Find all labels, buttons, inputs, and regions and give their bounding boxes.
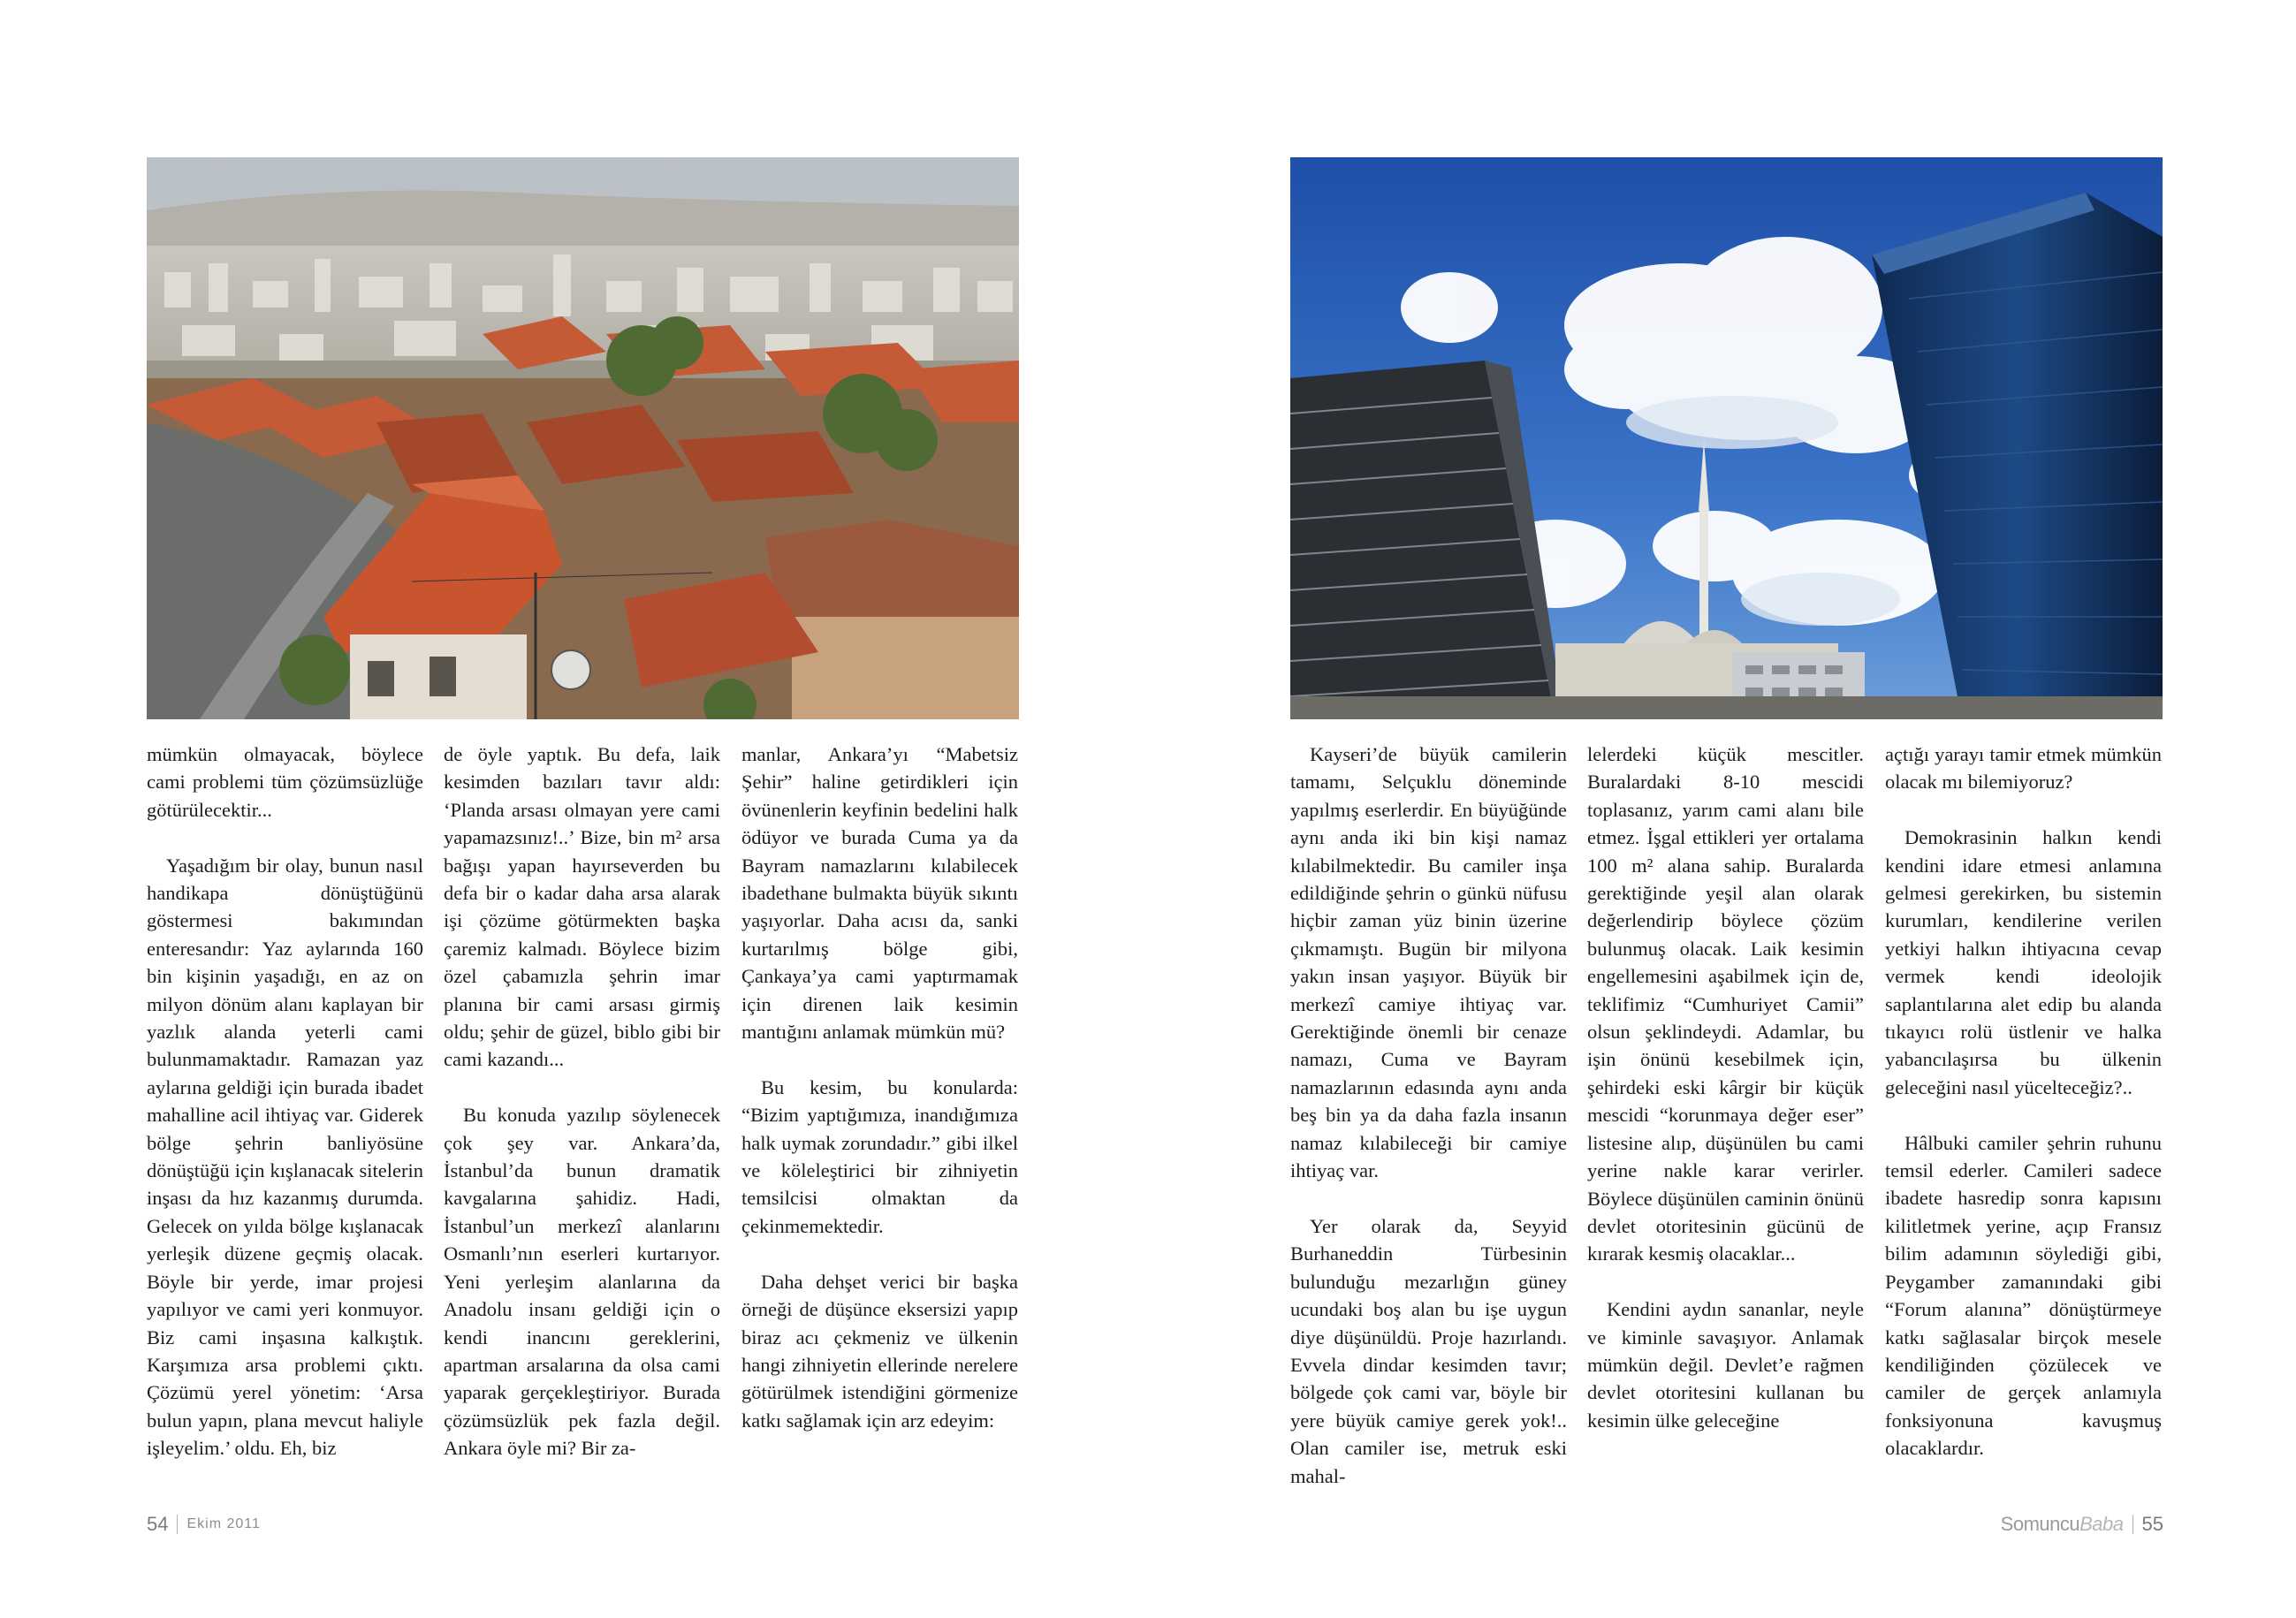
right-column-1 <box>1290 741 1567 1490</box>
skyscrapers-and-mosque-photo <box>1290 157 2163 719</box>
left-column-3 <box>741 741 1018 1434</box>
page-footer-right <box>2001 1513 2163 1536</box>
logo-part-2: Baba <box>2079 1513 2124 1535</box>
page-number: 55 <box>2141 1513 2163 1535</box>
left-column-1 <box>147 741 423 1462</box>
paragraph: lelerdeki küçük mescitler. Buralardaki 8-10 mescidi toplasanız, yarım cami alanı bile etmez. İşgal ettikleri yer ortalama 100 m² alana sahip. Buralarda gerektiğinde yeşil alan olarak değerlendirip böylece çözüm bulunmuş olacak. Laik kesimin engellemesini aşabilmek için de, teklifimiz “Cumhuriyet Camii” olsun şeklindeydi. Adamlar, bu işin önünü kesebilmek için, şehirdeki eski kârgir bir küçük mescidi “korunmaya değer eser” listesine alıp, düşünülen bu cami yerine nakle karar verirler. Böylece düşünülen caminin önünü devlet otoritesinin gücünü de kırarak kesmiş olacaklar... <box>1587 743 1864 1265</box>
paragraph: Daha dehşet verici bir başka örneği de düşünce eksersizi yapıp biraz acı çekmeniz ve ülkenin hangi zihniyetin ellerinde nerelere götürülmek istendiğini görmenize katkı sağlamak için arz edeyim: <box>741 1270 1018 1432</box>
footer-divider <box>177 1515 178 1534</box>
page-footer-left <box>147 1513 261 1536</box>
paragraph: Bu konuda yazılıp söylenecek çok şey var. Ankara’da, İstanbul’da bunun dramatik kavgalarına şahidiz. Hadi, İstanbul’un merkezî alanlarını Osmanlı’nın eserleri kurtarıyor. Yeni yerleşim alanlarına da Anadolu insanı geldiği için o kendi inancını gereklerini, apartman arsalarına da olsa cami yaparak gerçekleştiriyor. Burada çözümsüzlük pek fazla değil. Ankara öyle mi? Bir za- <box>444 1104 720 1460</box>
paragraph: Hâlbuki camiler şehrin ruhunu temsil ederler. Camileri sadece ibadete hasredip sonra kapısını kilitletmek yerine, açıp Fransız bilim adamının söylediği gibi, Peygamber zamanındaki gibi “Forum alanına” dönüştürmeye katkı sağlasalar birçok mesele kendiliğinden çözülecek ve camiler de gerçek anlamıyla fonksiyonuna kavuşmuş olacaklardır. <box>1885 1131 2162 1460</box>
paragraph: manlar, Ankara’yı “Mabetsiz Şehir” haline getirdikleri için övünenlerin keyfinin bedelini halk ödüyor ve burada Cuma ya da Bayram namazlarını kılabilecek ibadethane bulmakta büyük sıkıntı yaşıyorlar. Daha acısı da, sanki kurtarılmış bölge gibi, Çankaya’ya cami yaptırmamak için direnen laik kesimin mantığını anlamak mümkün mü? <box>741 743 1018 1044</box>
ankara-photo-illustration <box>147 157 1019 719</box>
paragraph: Yer olarak da, Seyyid Burhaneddin Türbesinin bulunduğu mezarlığın güney ucundaki boş alan bu işe uygun diye düşünüldü. Proje hazırlandı. Evvela dindar kesimden tavır; bölgede çok cami var, böyle bir yere büyük camiye gerek yok!.. Olan camiler ise, metruk eski mahal- <box>1290 1214 1567 1487</box>
paragraph: Bu kesim, bu konularda: “Bizim yaptığımıza, inandığımıza halk uymak zorundadır.” gibi ilkel ve köleleştirici bir zihniyetin temsilcisi olmaktan da çekinmemektedir. <box>741 1075 1018 1237</box>
right-page <box>1148 0 2296 1618</box>
skyline-photo-illustration <box>1290 157 2163 719</box>
right-column-2 <box>1587 741 1864 1434</box>
issue-date: Ekim 2011 <box>186 1516 261 1531</box>
right-column-3 <box>1885 741 2162 1462</box>
left-column-2 <box>444 741 720 1462</box>
paragraph: mümkün olmayacak, böylece cami problemi tüm çözümsüzlüğe götürülecektir... <box>147 743 423 821</box>
paragraph: Demokrasinin halkın kendi kendini idare etmesi anlamına gelmesi gerekirken, bu sistemin kurumları, kendilerine verilen yetkiyi halkın ihtiyacına cevap vermek kendi ideolojik saplantılarına alet edip bu alanda tıkayıcı rolü üstlenir ve halka yabancılaşırsa bu ülkenin geleceğini nasıl yücelteceğiz?.. <box>1885 826 2162 1098</box>
paragraph: Yaşadığım bir olay, bunun nasıl handikapa dönüştüğünü göstermesi bakımından enteresandır: Yaz aylarında 160 bin kişinin yaşadığı, en az on milyon dönüm alanı kaplayan bir yazlık alanda yeterli cami bulunmamaktadır. Ramazan yaz aylarına geldiği için burada ibadet mahalline acil ihtiyaç var. Giderek bölge şehrin banliyösüne dönüştüğü için kışlanacak sitelerin inşası da hız kazanmış durumda. Gelecek on yılda bölge kışlanacak yerleşik düzene geçmiş olacak. Böyle bir yerde, imar projesi yapılıyor ve cami yeri konmuyor. Biz cami inşasına kalkıştık. Karşımıza arsa problemi çıktı. Çözümü yerel yönetim: ‘Arsa bulun yapın, plana mevcut haliyle işleyelim.’ oldu. Eh, biz <box>147 854 423 1460</box>
ankara-old-town-photo <box>147 157 1019 719</box>
paragraph: de öyle yaptık. Bu defa, laik kesimden bazıları tavır aldı: ‘Planda arsası olmayan yere cami yapamazsınız!..’ Bize, bin m² arsa bağışı yapan hayırseverden bu defa bir o kadar daha arsa alarak işi çözüme götürmekten başka çaremiz kalmadı. Böylece bizim özel çabamızla şehrin imar planına bir cami arsası girmiş oldu; şehir de güzel, biblo gibi bir cami kazandı... <box>444 743 720 1071</box>
magazine-logo <box>2001 1513 2124 1536</box>
page-number: 54 <box>147 1513 169 1535</box>
paragraph: açtığı yarayı tamir etmek mümkün olacak mı bilemiyoruz? <box>1885 743 2162 794</box>
paragraph: Kendini aydın sananlar, neyle ve kiminle savaşıyor. Anlamak mümkün değil. Devlet’e rağmen devlet otoritesini kullanan bu kesimin ülke geleceğine <box>1587 1298 1864 1432</box>
paragraph: Kayseri’de büyük camilerin tamamı, Selçuklu döneminde yapılmış eserlerdir. En büyüğünde aynı anda iki bin kişi namaz kılabilmektedir. Bu camiler inşa edildiğinde şehrin o günkü nüfusu hiçbir zaman yüz binin üzerine çıkmamıştı. Bugün bir milyona yakın insan yaşıyor. Büyük bir merkezî camiye ihtiyaç var. Gerektiğinde önemli bir cenaze namazı, Cuma ve Bayram namazlarının edasında aynı anda beş bin ya da daha fazla insanın namaz kılabileceği bir camiye ihtiyaç var. <box>1290 743 1567 1182</box>
logo-part-1: Somuncu <box>2000 1513 2080 1535</box>
